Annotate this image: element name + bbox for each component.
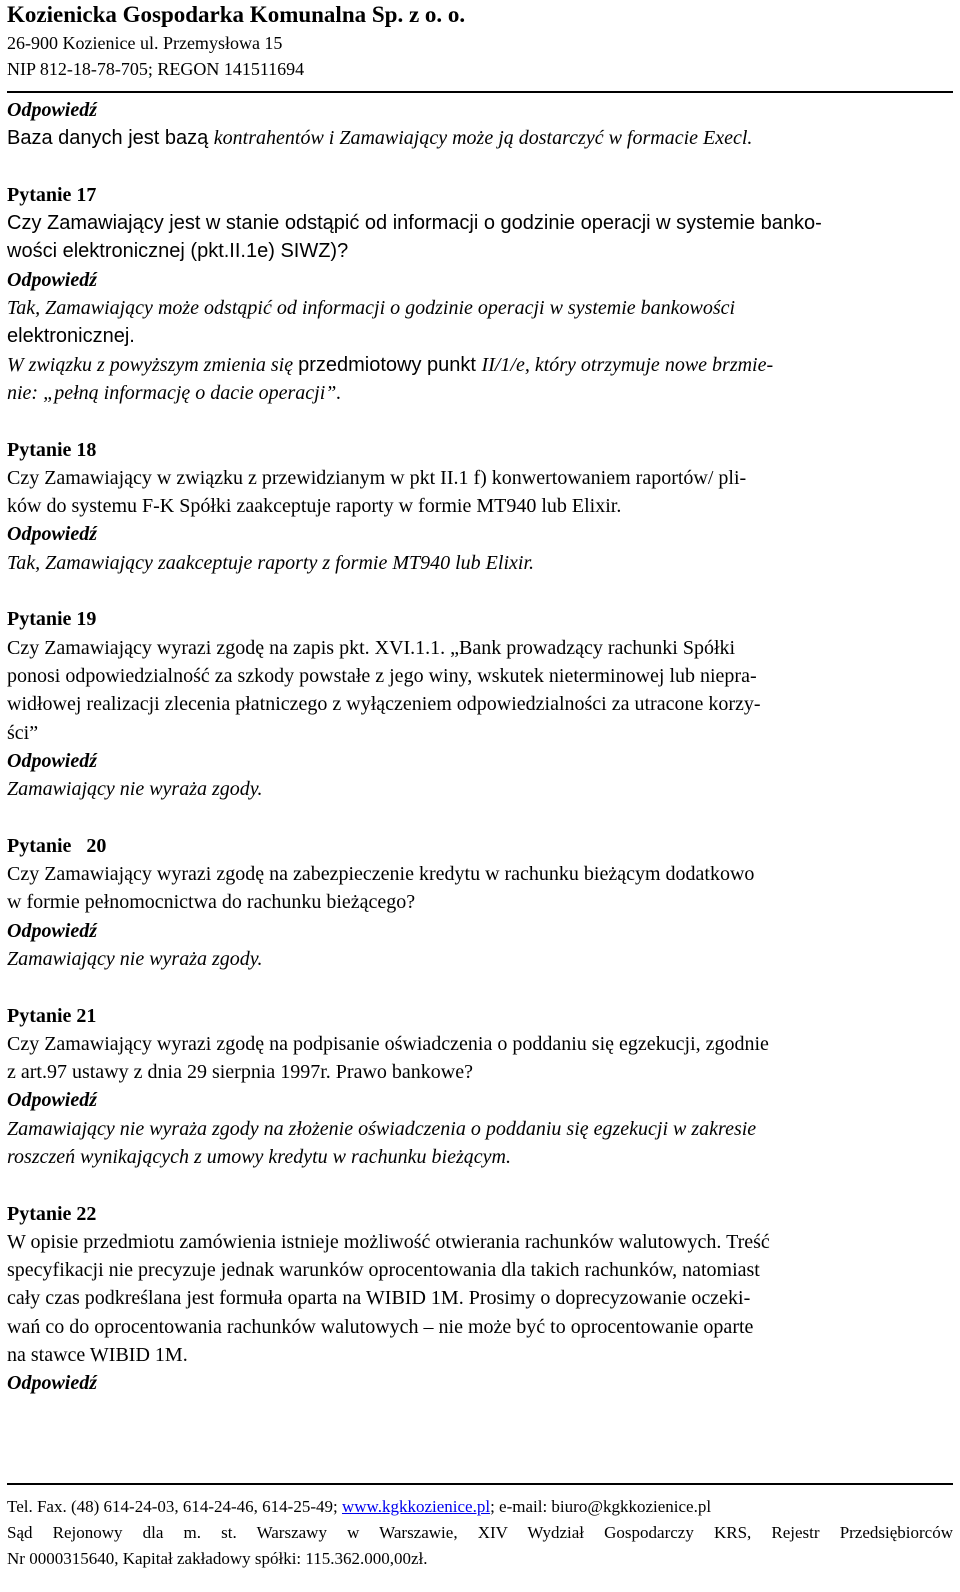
answer-text-part: Baza danych jest bazą <box>7 127 214 150</box>
company-name: Kozienicka Gospodarka Komunalna Sp. z o. o. <box>7 2 466 27</box>
answer-text: nie: „pełną informację o dacie operacji”. <box>7 381 342 404</box>
question-text: ponosi odpowiedzialność za szkody powstałe z jego winy, wskutek nieterminowej lub niepra- <box>7 664 757 687</box>
question-text: wości elektronicznej (pkt.II.1e) SIWZ)? <box>7 240 349 263</box>
answer-text <box>7 124 953 152</box>
question-text: Czy Zamawiający wyrazi zgodę na zabezpieczenie kredytu w rachunku bieżącym dodatkowo <box>7 863 755 886</box>
question-text: specyfikacji nie precyzuje jednak warunków oprocentowania dla takich rachunków, natomiast <box>7 1259 760 1282</box>
question-text: Czy Zamawiający wyrazi zgodę na zapis pkt. XVI.1.1. „Bank prowadzący rachunki Spółki <box>7 636 736 659</box>
answer-text-part: II/1/e, który otrzymuje nowe brzmie- <box>481 353 774 376</box>
header-divider <box>7 91 953 93</box>
company-address: 26-900 Kozienice ul. Przemysłowa 15 <box>7 33 283 53</box>
answer-text-part: W związku z powyższym zmienia się <box>7 353 299 376</box>
answer-label: Odpowiedź <box>7 99 97 121</box>
answer-text: elektronicznej. <box>7 325 135 348</box>
answer-text <box>7 351 953 379</box>
answer-label: Odpowiedź <box>7 268 97 291</box>
question-title: Pytanie 22 <box>7 1202 97 1225</box>
answer-text: Zamawiający nie wyraża zgody. <box>7 778 263 801</box>
question-text: Czy Zamawiający wyrazi zgodę na podpisanie oświadczenia o poddaniu się egzekucji, zgodnie <box>7 1032 769 1055</box>
question-text: cały czas podkreślana jest formuła oparta na WIBID 1M. Prosimy o doprecyzowanie oczeki- <box>7 1287 751 1310</box>
question-text: W opisie przedmiotu zamówienia istnieje możliwość otwierania rachunków walutowych. Treść <box>7 1230 770 1253</box>
question-title: Pytanie 18 <box>7 438 97 461</box>
letterhead <box>7 0 953 82</box>
answer-label: Odpowiedź <box>7 523 97 546</box>
answer-label: Odpowiedź <box>7 749 97 772</box>
question-text: wań co do oprocentowania rachunków walutowych – nie może być to oprocentowanie oparte <box>7 1315 754 1338</box>
question-text: Czy Zamawiający w związku z przewidzianym w pkt II.1 f) konwertowaniem raportów/ pli- <box>7 466 747 489</box>
website-link[interactable]: www.kgkkozienice.pl <box>341 1497 491 1516</box>
answer-text: Tak, Zamawiający zaakceptuje raporty z formie MT940 lub Elixir. <box>7 551 535 574</box>
footer-phone: Tel. Fax. (48) 614-24-03, 614-24-46, 614-25-49; <box>7 1497 342 1516</box>
question-text: na stawce WIBID 1M. <box>7 1344 188 1367</box>
question-text: ków do systemu F-K Spółki zaakceptuje raporty w formie MT940 lub Elixir. <box>7 495 622 518</box>
document-body <box>7 96 953 1398</box>
footer-krs: Nr 0000315640, Kapitał zakładowy spółki: 115.362.000,00zł. <box>7 1549 428 1568</box>
question-title: Pytanie 17 <box>7 183 97 206</box>
answer-label: Odpowiedź <box>7 1372 97 1395</box>
question-text: z art.97 ustawy z dnia 29 sierpnia 1997r. Prawo bankowe? <box>7 1061 473 1084</box>
answer-label: Odpowiedź <box>7 919 97 942</box>
question-text: Czy Zamawiający jest w stanie odstąpić od informacji o godzinie operacji w systemie banko- <box>7 212 822 235</box>
answer-text-part: przedmiotowy punkt <box>298 353 482 376</box>
question-text: ści” <box>7 721 39 744</box>
answer-text: Zamawiający nie wyraża zgody na złożenie oświadczenia o poddaniu się egzekucji w zakresie <box>7 1117 757 1140</box>
answer-text: roszczeń wynikających z umowy kredytu w rachunku bieżącym. <box>7 1145 511 1168</box>
footer-divider <box>7 1483 953 1485</box>
question-title: Pytanie 21 <box>7 1004 97 1027</box>
question-title: Pytanie 20 <box>7 834 107 857</box>
footer <box>7 1494 953 1572</box>
answer-label: Odpowiedź <box>7 1089 97 1112</box>
question-title: Pytanie 19 <box>7 608 97 631</box>
answer-text-part: kontrahentów i Zamawiający może ją dostarczyć w formacie Execl. <box>213 127 753 150</box>
footer-email: ; e-mail: biuro@kgkkozienice.pl <box>490 1497 712 1516</box>
question-text: w formie pełnomocnictwa do rachunku bieżącego? <box>7 891 416 914</box>
answer-text: Zamawiający nie wyraża zgody. <box>7 947 263 970</box>
footer-court: Sąd Rejonowy dla m. st. Warszawy w Warszawie, XIV Wydział Gospodarczy KRS, Rejestr Przedsiębiorców <box>7 1523 953 1542</box>
footer-contact <box>7 1494 953 1520</box>
answer-text: Tak, Zamawiający może odstąpić od informacji o godzinie operacji w systemie bankowości <box>7 297 736 320</box>
question-text: widłowej realizacji zlecenia płatniczego z wyłączeniem odpowiedzialności za utracone korzy- <box>7 693 761 716</box>
company-ids: NIP 812-18-78-705; REGON 141511694 <box>7 59 305 79</box>
